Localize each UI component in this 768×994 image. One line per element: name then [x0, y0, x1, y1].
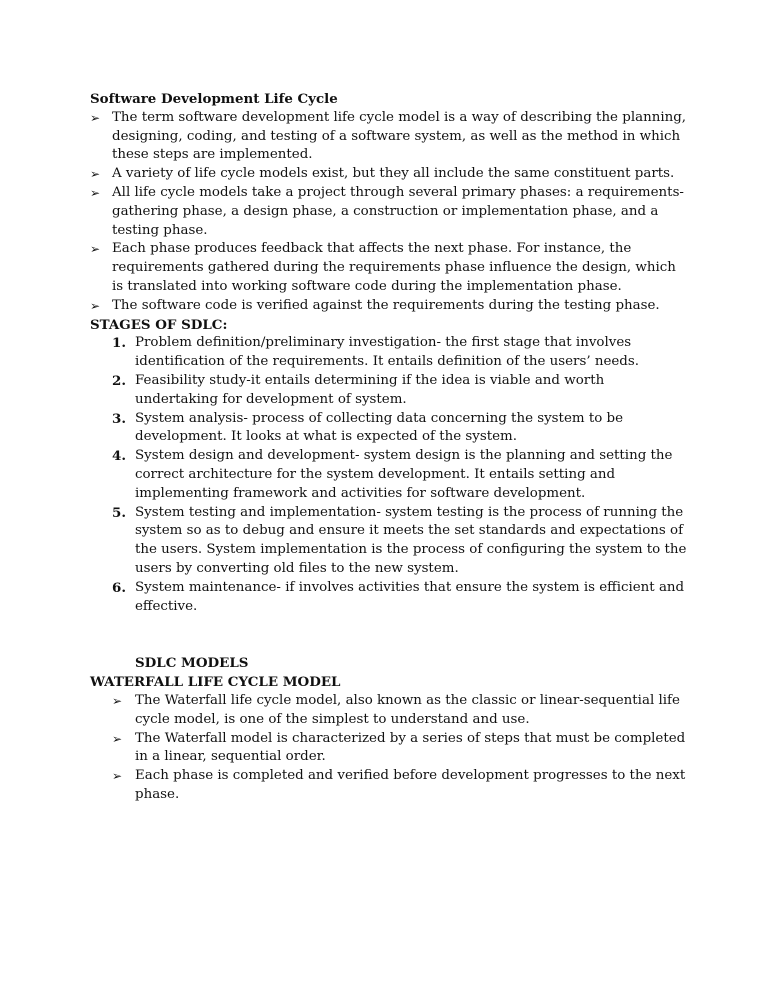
stages-list: [90, 334, 690, 616]
stage-item: [90, 334, 690, 372]
bullet-text: Each phase produces feedback that affects the next phase. For instance, the requirements gathered during the requirements phase influence the design, which is translated into working software code during the implementation phase.: [112, 241, 676, 294]
stage-text: System design and development- system design is the planning and setting the correct architecture for the system development. It entails setting and implementing framework and activities for software development.: [135, 448, 673, 501]
document-page: [90, 90, 690, 805]
stage-text: Feasibility study-it entails determining if the idea is viable and worth undertaking for development of system.: [135, 372, 605, 407]
stage-item: [90, 372, 690, 410]
waterfall-heading: WATERFALL LIFE CYCLE MODEL: [90, 674, 341, 691]
bullet-text: All life cycle models take a project through several primary phases: a requirements-gathering phase, a design phase, a construction or implementation phase, and a testing phase.: [112, 184, 684, 238]
waterfall-bullet-list: [90, 692, 690, 805]
stage-number: 1.: [112, 335, 126, 352]
arrow-bullet-icon: ➢: [90, 242, 101, 257]
stage-text: System analysis- process of collecting data concerning the system to be development. It looks at what is expected of the system.: [135, 410, 624, 445]
bullet-text: A variety of life cycle models exist, but they all include the same constituent parts.: [112, 166, 675, 182]
list-item: [90, 692, 690, 730]
stage-item: [90, 579, 690, 617]
stage-text: System testing and implementation- system testing is the process of running the system so as to debug and ensure it meets the set standards and expectations of the users. System implementation is the process of configuring the system to the users by converting old files to the new system.: [135, 504, 687, 576]
stage-item: [90, 447, 690, 503]
stage-item: [90, 504, 690, 579]
stage-text: Problem definition/preliminary investigation- the first stage that involves identification of the requirements. It entails definition of the users’ needs.: [135, 335, 640, 370]
stage-number: 4.: [112, 448, 126, 465]
intro-bullet-list: [90, 109, 690, 316]
arrow-bullet-icon: ➢: [90, 185, 101, 200]
list-item: [90, 767, 690, 805]
bullet-text: The Waterfall model is characterized by a series of steps that must be completed in a linear, sequential order.: [135, 730, 686, 765]
arrow-bullet-icon: ➢: [90, 167, 101, 182]
list-item: [90, 184, 690, 240]
bullet-text: The term software development life cycle model is a way of describing the planning, designing, coding, and testing of a software system, as well as the method in which these steps are implemented.: [112, 109, 687, 163]
sdlc-models-heading: SDLC MODELS: [135, 655, 249, 672]
list-item: [90, 240, 690, 296]
arrow-bullet-icon: ➢: [112, 693, 123, 708]
spacer: [90, 616, 690, 654]
stage-item: [90, 410, 690, 448]
stage-text: System maintenance- if involves activities that ensure the system is efficient and effective.: [135, 579, 685, 614]
stage-number: 2.: [112, 372, 126, 389]
bullet-text: The software code is verified against the requirements during the testing phase.: [112, 297, 660, 313]
document-title: Software Development Life Cycle: [90, 91, 338, 107]
arrow-bullet-icon: ➢: [112, 769, 123, 784]
arrow-bullet-icon: ➢: [90, 298, 101, 313]
list-item: [90, 109, 690, 165]
bullet-text: Each phase is completed and verified before development progresses to the next phase.: [135, 768, 686, 802]
list-item: [90, 730, 690, 768]
stage-number: 6.: [112, 579, 126, 596]
stage-number: 3.: [112, 410, 126, 427]
bullet-text: The Waterfall life cycle model, also known as the classic or linear-sequential life cycle model, is one of the simplest to understand and use.: [135, 692, 680, 727]
list-item: [90, 165, 690, 184]
arrow-bullet-icon: ➢: [90, 110, 101, 125]
list-item: [90, 297, 690, 316]
arrow-bullet-icon: ➢: [112, 731, 123, 746]
stages-heading: STAGES OF SDLC:: [90, 316, 228, 333]
stage-number: 5.: [112, 504, 126, 521]
